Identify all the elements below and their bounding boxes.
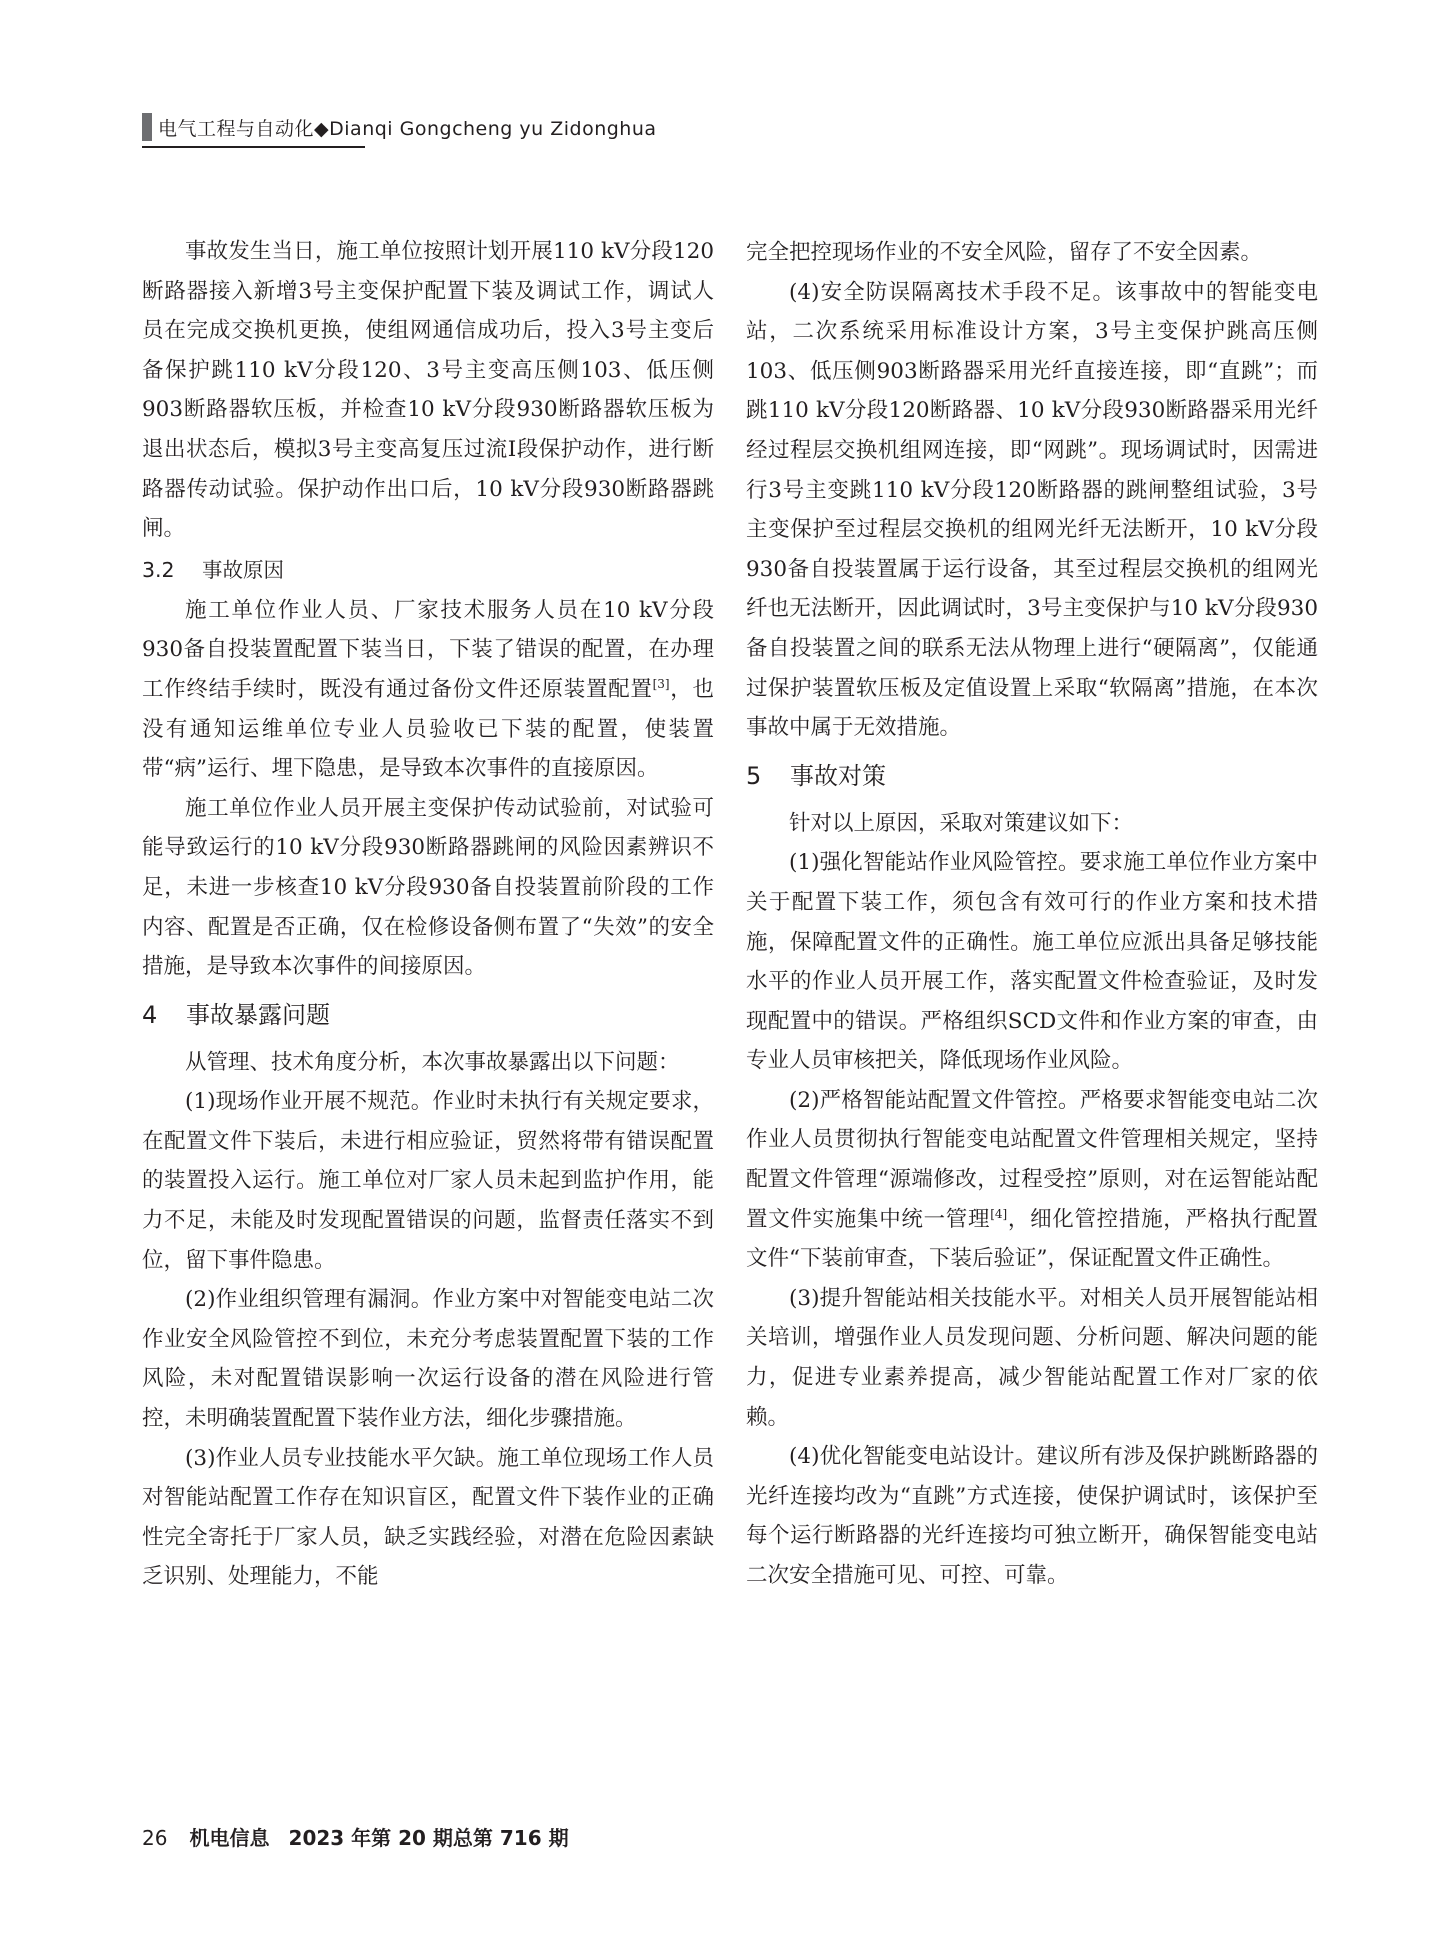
- paragraph-text: 施工单位作业人员、厂家技术服务人员在10 kV分段930备自投装置配置下装当日，下装了错误的配置，在办理工作终结手续时，既没有通过备份文件还原装置配置: [142, 597, 714, 702]
- paragraph: [746, 1081, 1318, 1279]
- header-journal-cn: 电气工程与自动化: [158, 117, 315, 140]
- header-separator: ◆: [314, 117, 330, 140]
- section-number: 5: [746, 761, 762, 790]
- header-journal-pinyin: Dianqi Gongcheng yu Zidonghua: [329, 117, 657, 140]
- paragraph: (4)优化智能变电站设计。建议所有涉及保护跳断路器的光纤连接均改为“直跳”方式连接，使保护调试时，该保护至每个运行断路器的光纤连接均可独立断开，确保智能变电站二次安全措施可见、可控、可靠。: [746, 1444, 1318, 1588]
- section-heading-5: [746, 748, 1318, 804]
- section-title: 事故暴露问题: [186, 1000, 330, 1029]
- paragraph: 事故发生当日，施工单位按照计划开展110 kV分段120断路器接入新增3号主变保护配置下装及调试工作，调试人员在完成交换机更换，使组网通信成功后，投入3号主变后备保护跳110 kV分段120、3号主变高压侧103、低压侧903断路器软压板，并检查10 kV分段930断路器软压板为退出状态后，模拟3号主变高复压过流Ⅰ段保护动作，进行断路器传动试验。保护动作出口后，10 kV分段930断路器跳闸。: [142, 239, 714, 542]
- subsection-number: 3.2: [142, 557, 175, 582]
- paragraph: 施工单位作业人员开展主变保护传动试验前，对试验可能导致运行的10 kV分段930断路器跳闸的风险因素辨识不足，未进一步核查10 kV分段930备自投装置前阶段的工作内容、配置是否正确，仅在检修设备侧布置了“失效”的安全措施，是导致本次事件的间接原因。: [142, 795, 714, 980]
- subsection-title: 事故原因: [202, 557, 284, 582]
- running-header: [142, 112, 657, 142]
- paragraph: [142, 591, 714, 789]
- page-footer: [142, 1822, 569, 1851]
- paragraph-continued: 完全把控现场作业的不安全风险，留存了不安全因素。: [746, 240, 1263, 265]
- header-bar-mark: [142, 113, 152, 141]
- paragraph: (4)安全防误隔离技术手段不足。该事故中的智能变电站，二次系统采用标准设计方案，3号主变保护跳高压侧103、低压侧903断路器采用光纤直接连接，即“直跳”；而跳110 kV分段120断路器、10 kV分段930断路器采用光纤经过程层交换机组网连接，即“网跳”。现场调试时，因需进行3号主变跳110 kV分段120断路器的跳闸整组试验，3号主变保护至过程层交换机的组网光纤无法断开，10 kV分段930备自投装置属于运行设备，其至过程层交换机的组网光纤也无法断开，因此调试时，3号主变保护与10 kV分段930备自投装置之间的联系无法从物理上进行“硬隔离”，仅能通过保护装置软压板及定值设置上采取“软隔离”措施，在本次事故中属于无效措施。: [746, 279, 1318, 741]
- section-title: 事故对策: [790, 761, 886, 790]
- subsection-heading-3-2: [142, 550, 714, 590]
- paragraph: (2)作业组织管理有漏洞。作业方案中对智能变电站二次作业安全风险管控不到位，未充分考虑装置配置下装的工作风险，未对配置错误影响一次运行设备的潜在风险进行管控，未明确装置配置下装作业方法，细化步骤措施。: [142, 1287, 714, 1432]
- right-column: [746, 233, 1318, 1596]
- citation-3: [3]: [652, 676, 670, 691]
- section-number: 4: [142, 1000, 158, 1029]
- left-column: [142, 232, 714, 1597]
- citation-4: [4]: [990, 1206, 1008, 1221]
- header-journal-title: [158, 114, 657, 141]
- paragraph-text: (2)严格智能站配置文件管控。严格要求智能变电站二次作业人员贯彻执行智能变电站配置文件管理相关规定，坚持配置文件管理“源端修改，过程受控”原则，对在运智能站配置文件实施集中统一管理: [746, 1087, 1318, 1232]
- paragraph: 针对以上原因，采取对策建议如下：: [789, 810, 1134, 836]
- paragraph: (3)提升智能站相关技能水平。对相关人员开展智能站相关培训，增强作业人员发现问题、分析问题、解决问题的能力，促进专业素养提高，减少智能站配置工作对厂家的依赖。: [746, 1285, 1318, 1430]
- page-number: 26: [142, 1826, 168, 1850]
- paragraph-text: ，细化管控措施，严格执行配置文件“下装前审查，下装后验证”，保证配置文件正确性。: [746, 1206, 1318, 1272]
- section-heading-4: [142, 987, 714, 1043]
- paragraph: (1)现场作业开展不规范。作业时未执行有关规定要求，在配置文件下装后，未进行相应验证，贸然将带有错误配置的装置投入运行。施工单位对厂家人员未起到监护作用，能力不足，未能及时发现配置错误的问题，监督责任落实不到位，留下事件隐患。: [142, 1089, 714, 1273]
- header-rule: [142, 146, 365, 148]
- footer-journal-name: 机电信息: [189, 1826, 270, 1850]
- paragraph-text: ，也没有通知运维单位专业人员验收已下装的配置，使装置带“病”运行、埋下隐患，是导致本次事件的直接原因。: [142, 676, 714, 782]
- paragraph: (3)作业人员专业技能水平欠缺。施工单位现场工作人员对智能站配置工作存在知识盲区，配置文件下装作业的正确性完全寄托于厂家人员，缺乏实践经验，对潜在危险因素缺乏识别、处理能力，不能: [142, 1445, 714, 1590]
- paragraph: 从管理、技术角度分析，本次事故暴露出以下问题：: [185, 1049, 680, 1075]
- footer-issue: 2023 年第 20 期总第 716 期: [288, 1826, 569, 1850]
- paragraph: (1)强化智能站作业风险管控。要求施工单位作业方案中关于配置下装工作，须包含有效可行的作业方案和技术措施，保障配置文件的正确性。施工单位应派出具备足够技能水平的作业人员开展工作，落实配置文件检查验证，及时发现配置中的错误。严格组织SCD文件和作业方案的审查，由专业人员审核把关，降低现场作业风险。: [746, 850, 1318, 1074]
